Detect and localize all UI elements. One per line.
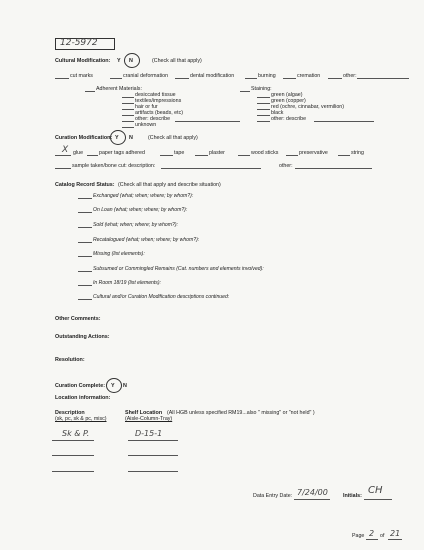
staining-item: other: describe [271, 116, 307, 122]
blank-line [314, 121, 374, 122]
blank-line [338, 155, 350, 156]
curation-mod-yes-circle [110, 130, 126, 145]
catalog-status-instruction: (Check all that apply and describe situation) [118, 182, 221, 188]
curation-item: tape [174, 150, 185, 156]
description-header: Description [55, 410, 85, 416]
blank-line [283, 78, 296, 79]
blank-line [238, 155, 250, 156]
status-item: Exchanged (what; when; where; by whom?): [93, 193, 194, 199]
cultural-item: cut marks [70, 73, 93, 79]
blank-line [55, 78, 69, 79]
blank-line [78, 242, 92, 243]
adherent-header: Adherent Materials: [96, 86, 142, 92]
cultural-mod-yes: Y [117, 58, 121, 64]
staining-item: green (copper) [271, 98, 306, 104]
shelf-value: D-15-1 [135, 429, 163, 438]
blank-line [87, 155, 98, 156]
blank-line [195, 155, 208, 156]
page-number: 2 [369, 529, 375, 538]
cultural-mod-no: N [129, 58, 133, 64]
blank-line [85, 91, 95, 92]
blank-line [122, 115, 134, 116]
adherent-item: unknown [135, 122, 157, 128]
blank-line [257, 121, 270, 122]
shelf-line [128, 440, 178, 441]
blank-line [245, 78, 257, 79]
date-line [294, 499, 330, 500]
glue-check-mark: X [62, 145, 69, 155]
blank-line [122, 103, 134, 104]
curation-item: string [351, 150, 364, 156]
blank-line [257, 97, 270, 98]
shelf-note: (All HGB unless specified RM19...also " missing" or "not held" ) [167, 410, 315, 416]
blank-line [78, 227, 92, 228]
blank-line [122, 109, 134, 110]
page-of-label: of [380, 533, 385, 539]
blank-line [175, 78, 189, 79]
cultural-item: burning [258, 73, 276, 79]
blank-line [257, 109, 270, 110]
curation-item: paper tags adhered [99, 150, 145, 156]
status-item: In Room 18/19 (list elements): [93, 280, 161, 286]
curation-complete-yes: Y [111, 383, 115, 389]
adherent-item: desiccated tissue [135, 92, 176, 98]
blank-line [160, 155, 173, 156]
adherent-item: artifacts (beads, etc) [135, 110, 183, 116]
catalog-id: 12-5972 [60, 38, 98, 48]
description-line [52, 440, 94, 441]
status-item: Missing (list elements): [93, 251, 145, 257]
cultural-item: cranial deformation [123, 73, 169, 79]
staining-item: red (ochre, cinnabar, vermilion) [271, 104, 345, 110]
description-line [52, 455, 94, 456]
status-item: Cultural and/or Curation Modification descriptions continued: [93, 294, 230, 300]
blank-line [78, 256, 92, 257]
adherent-item: textiles/impressions [135, 98, 182, 104]
curation-item: glue [73, 150, 84, 156]
description-value: Sk & P. [62, 429, 90, 438]
other-comments-label: Other Comments: [55, 316, 101, 322]
cultural-mod-no-circle [124, 53, 140, 68]
initials-label: Initials: [343, 493, 362, 499]
data-entry-date-label: Data Entry Date: [253, 493, 293, 499]
blank-line [328, 78, 342, 79]
page-line [388, 539, 402, 540]
page-total: 21 [390, 529, 401, 538]
blank-line [175, 121, 240, 122]
blank-line [122, 127, 134, 128]
staining-item: green (algae) [271, 92, 303, 98]
resolution-label: Resolution: [55, 357, 85, 363]
blank-line [122, 97, 134, 98]
blank-line [286, 155, 298, 156]
shelf-sub: (Aisle-Column-Tray) [125, 416, 173, 422]
blank-line [357, 78, 409, 79]
shelf-line [128, 471, 178, 472]
cultural-item: other: [343, 73, 357, 79]
curation-complete-label: Curation Complete: [55, 383, 106, 389]
cultural-item: cremation [297, 73, 321, 79]
description-sub: (sk, pc, sk & pc, misc) [55, 416, 107, 422]
curation-mod-no: N [129, 135, 133, 141]
curation-item: wood sticks [251, 150, 279, 156]
blank-line [240, 91, 250, 92]
blank-line [78, 271, 92, 272]
cultural-mod-instruction: (Check all that apply) [152, 58, 202, 64]
blank-line [55, 168, 71, 169]
blank-line [55, 155, 71, 156]
blank-line [110, 78, 122, 79]
adherent-item: other: describe [135, 116, 171, 122]
data-entry-date-value: 7/24/00 [297, 488, 328, 497]
status-item: Sold (what; when; where; by whom?): [93, 222, 178, 228]
blank-line [78, 299, 92, 300]
shelf-line [128, 455, 178, 456]
blank-line [295, 168, 372, 169]
status-item: Subsumed or Commingled Remains (Cat. numbers and elements involved): [93, 266, 264, 272]
outstanding-actions-label: Outstanding Actions: [55, 334, 110, 340]
blank-line [122, 121, 134, 122]
staining-header: Staining: [251, 86, 272, 92]
catalog-status-label: Catalog Record Status: [55, 182, 115, 188]
blank-line [78, 198, 92, 199]
curation-item: preservative [299, 150, 328, 156]
curation-complete-yes-circle [106, 378, 122, 393]
adherent-item: hair or fur [135, 104, 158, 110]
page-label: Page [352, 533, 365, 539]
curation-mod-label: Curation Modification: [55, 135, 113, 141]
curation-item: plaster [209, 150, 225, 156]
blank-line [257, 115, 270, 116]
curation-mod-yes: Y [115, 135, 119, 141]
curation-mod-instruction: (Check all that apply) [148, 135, 198, 141]
cultural-item: dental modification [190, 73, 235, 79]
curation-complete-no: N [123, 383, 127, 389]
cultural-mod-label: Cultural Modification: [55, 58, 111, 64]
description-line [52, 471, 94, 472]
blank-line [78, 285, 92, 286]
page-line [366, 539, 378, 540]
sample-label: sample taken/bone cut: description: [72, 163, 156, 169]
staining-item: black [271, 110, 284, 116]
shelf-header: Shelf Location [125, 410, 163, 416]
curation-other-label: other: [279, 163, 293, 169]
location-label: Location information: [55, 395, 111, 401]
status-item: On Loan (what; when; where; by whom?): [93, 207, 188, 213]
initials-line [364, 499, 392, 500]
blank-line [78, 212, 92, 213]
status-item: Recatalogued (what; when; where; by whom?): [93, 237, 200, 243]
initials-value: CH [368, 485, 383, 496]
blank-line [257, 103, 270, 104]
blank-line [161, 168, 261, 169]
